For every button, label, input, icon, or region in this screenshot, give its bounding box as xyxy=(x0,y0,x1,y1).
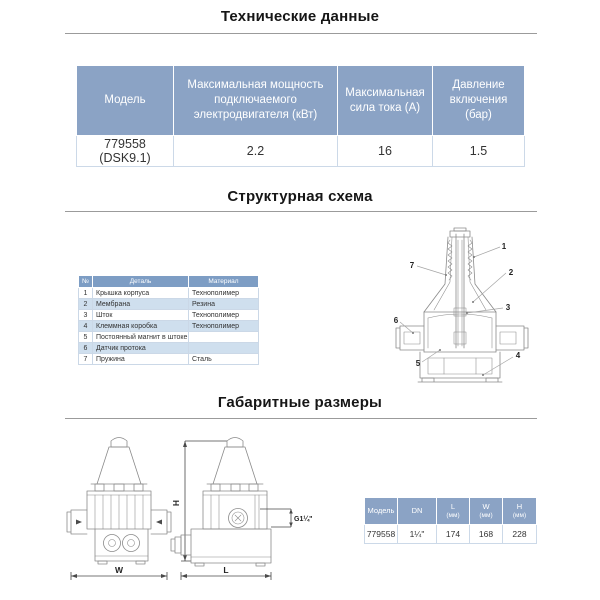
dim-header-l xyxy=(437,498,470,525)
dim-cell-l: 174 xyxy=(437,525,470,544)
dim-header-model: Модель xyxy=(365,498,398,525)
part-num: 6 xyxy=(79,343,93,354)
tech-cell-current: 16 xyxy=(338,136,433,167)
table-row xyxy=(79,343,259,354)
part-num: 7 xyxy=(79,354,93,365)
parts-table xyxy=(78,275,259,365)
part-num: 3 xyxy=(79,310,93,321)
section-title-overall-dimensions: Габаритные размеры xyxy=(217,394,383,411)
part-name: Клеммная коробка xyxy=(93,321,189,332)
part-name: Мембрана xyxy=(93,299,189,310)
part-num: 4 xyxy=(79,321,93,332)
dim-cell-h: 228 xyxy=(503,525,537,544)
section-title-structural-diagram: Структурная схема xyxy=(227,188,373,205)
table-header-row xyxy=(365,498,537,525)
part-num: 5 xyxy=(79,332,93,343)
dim-header-w xyxy=(470,498,503,525)
dimension-drawing-front-view xyxy=(67,438,171,581)
tech-header-current: Максимальная сила тока (А) xyxy=(338,66,433,136)
parts-header-num: № xyxy=(79,276,93,288)
dimensions-table xyxy=(364,497,537,544)
tech-header-model: Модель xyxy=(77,66,174,136)
table-row xyxy=(79,288,259,299)
tech-cell-model: 779558 (DSK9.1) xyxy=(77,136,174,167)
part-name: Крышка корпуса xyxy=(93,288,189,299)
table-row xyxy=(77,136,525,167)
callout-2: 2 xyxy=(508,268,514,277)
dim-header-l-unit: (мм) xyxy=(446,511,460,519)
tech-header-power: Максимальная мощность подключаемого электродвигателя (кВт) xyxy=(174,66,338,136)
dim-cell-model: 779558 xyxy=(365,525,398,544)
section-divider xyxy=(65,33,537,34)
dim-header-h-letter: H xyxy=(516,502,523,512)
callout-5: 5 xyxy=(415,359,421,368)
structural-cross-section-drawing xyxy=(388,226,536,388)
table-row xyxy=(79,332,259,343)
tech-header-pressure: Давление включения (бар) xyxy=(433,66,525,136)
part-num: 1 xyxy=(79,288,93,299)
part-name: Постоянный магнит в штоке xyxy=(93,332,189,343)
dim-header-h xyxy=(503,498,537,525)
part-num: 2 xyxy=(79,299,93,310)
callout-4: 4 xyxy=(515,351,521,360)
dim-cell-w: 168 xyxy=(470,525,503,544)
dimension-drawings xyxy=(45,432,340,592)
parts-header-material: Материал xyxy=(189,276,259,288)
tech-cell-power: 2.2 xyxy=(174,136,338,167)
dim-header-h-unit: (мм) xyxy=(512,511,527,519)
table-row xyxy=(79,310,259,321)
table-header-row xyxy=(79,276,259,288)
part-name: Шток xyxy=(93,310,189,321)
table-row xyxy=(365,525,537,544)
dim-header-w-unit: (мм) xyxy=(479,511,493,519)
part-material: Технополимер xyxy=(189,288,259,299)
callout-6: 6 xyxy=(393,316,399,325)
section-divider xyxy=(65,418,537,419)
height-dimension-label: H xyxy=(171,499,181,507)
table-row xyxy=(79,321,259,332)
dim-header-l-letter: L xyxy=(450,502,456,512)
table-row xyxy=(79,354,259,365)
callout-1: 1 xyxy=(501,242,507,251)
parts-header-part: Деталь xyxy=(93,276,189,288)
part-material: Сталь xyxy=(189,354,259,365)
part-material: Резина xyxy=(189,299,259,310)
dim-cell-dn: 1¼" xyxy=(398,525,437,544)
part-name: Датчик протока xyxy=(93,343,189,354)
dim-header-dn: DN xyxy=(398,498,437,525)
part-material: Технополимер xyxy=(189,321,259,332)
section-title-technical-data: Технические данные xyxy=(220,8,380,25)
part-name: Пружина xyxy=(93,354,189,365)
part-material: Технополимер xyxy=(189,310,259,321)
width-dimension-label: W xyxy=(114,565,124,575)
dim-header-w-letter: W xyxy=(482,502,490,512)
technical-data-table xyxy=(76,65,525,167)
tech-cell-pressure: 1.5 xyxy=(433,136,525,167)
table-header-row xyxy=(77,66,525,136)
callout-3: 3 xyxy=(505,303,511,312)
section-divider xyxy=(65,211,537,212)
table-row xyxy=(79,299,259,310)
thread-size-label: G1¼" xyxy=(294,516,313,523)
callout-7: 7 xyxy=(409,261,415,270)
part-material xyxy=(189,332,259,343)
length-dimension-label: L xyxy=(223,565,229,575)
part-material xyxy=(189,343,259,354)
dimension-drawing-side-view xyxy=(171,438,313,581)
